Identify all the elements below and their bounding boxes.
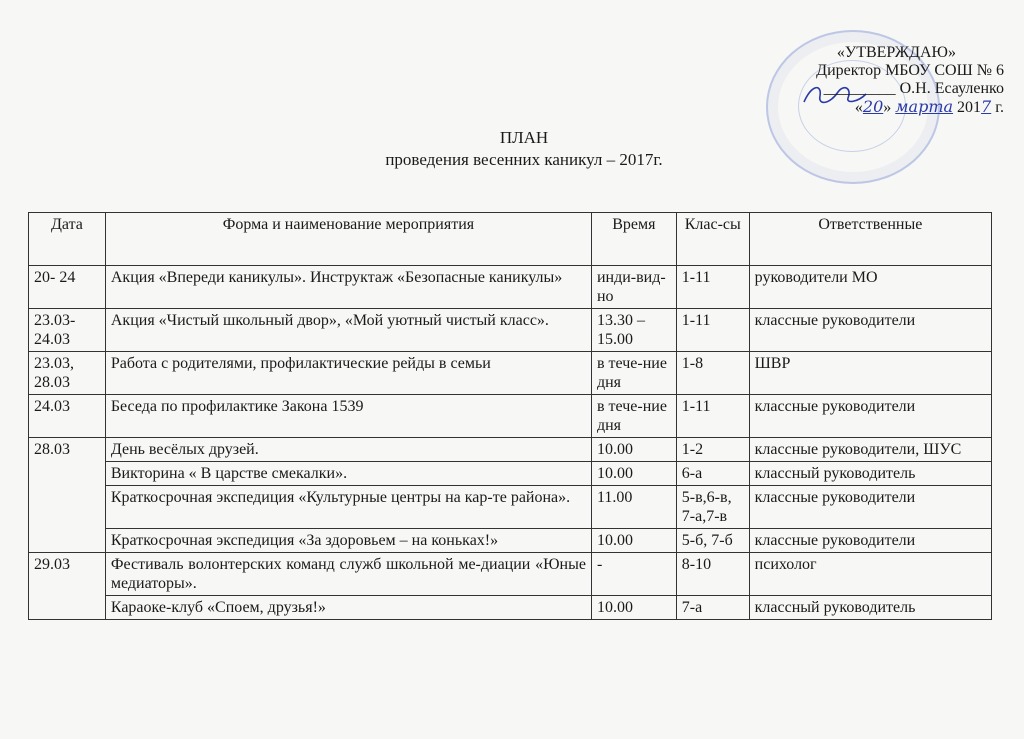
cell-responsible: ШВР [749,352,991,395]
table-row [29,486,992,529]
cell-classes: 1-11 [676,266,749,309]
approval-month: марта [895,97,954,116]
cell-event: Караоке-клуб «Споем, друзья!» [105,596,591,620]
cell-time: 13.30 – 15.00 [591,309,676,352]
cell-date: 24.03 [29,395,106,438]
cell-classes: 1-11 [676,395,749,438]
table-row [29,309,992,352]
table-header-row [29,213,992,266]
cell-event: Краткосрочная экспедиция «Культурные центры на кар-те района». [105,486,591,529]
cell-date: 23.03-24.03 [29,309,106,352]
cell-event: День весёлых друзей. [105,438,591,462]
cell-event: Акция «Впереди каникулы». Инструктаж «Безопасные каникулы» [105,266,591,309]
plan-table [28,212,992,620]
document-title: ПЛАН [499,128,549,147]
cell-time: - [591,553,676,596]
cell-event: Фестиваль волонтерских команд служб школьной ме-диации «Юные медиаторы». [105,553,591,596]
cell-responsible: классный руководитель [749,462,991,486]
table-row [29,395,992,438]
document-subtitle: проведения весенних каникул – 2017г. [385,150,663,169]
cell-event: Краткосрочная экспедиция «За здоровьем – на коньках!» [105,529,591,553]
cell-time: 11.00 [591,486,676,529]
table-row [29,266,992,309]
cell-event: Викторина « В царстве смекалки». [105,462,591,486]
cell-date: 29.03 [29,553,106,620]
cell-responsible: психолог [749,553,991,596]
cell-event: Беседа по профилактике Закона 1539 [105,395,591,438]
table-row [29,438,992,462]
cell-classes: 6-а [676,462,749,486]
cell-classes: 1-8 [676,352,749,395]
cell-classes: 5-б, 7-б [676,529,749,553]
table-row [29,596,992,620]
cell-responsible: классные руководители [749,309,991,352]
approval-day: 20 [862,97,884,116]
approval-signature-line: _________ О.Н. Есауленко [823,80,1004,97]
cell-time: в тече-ние дня [591,395,676,438]
cell-time: 10.00 [591,462,676,486]
cell-classes: 5-в,6-в, 7-а,7-в [676,486,749,529]
cell-time: 10.00 [591,596,676,620]
cell-responsible: руководители МО [749,266,991,309]
cell-time: в тече-ние дня [591,352,676,395]
header-responsible: Ответственные [749,213,991,266]
approval-block [744,44,1004,117]
cell-date: 28.03 [29,438,106,553]
table-row [29,529,992,553]
approval-year-digit: 7 [981,97,992,116]
cell-responsible: классные руководители [749,486,991,529]
approval-position: Директор МБОУ СОШ № 6 [816,62,1004,79]
approval-heading: «УТВЕРЖДАЮ» [836,44,956,61]
cell-classes: 8-10 [676,553,749,596]
cell-time: инди-вид-но [591,266,676,309]
cell-responsible: классные руководители, ШУС [749,438,991,462]
cell-date: 23.03, 28.03 [29,352,106,395]
table-row [29,352,992,395]
cell-event: Акция «Чистый школьный двор», «Мой уютный чистый класс». [105,309,591,352]
cell-classes: 1-2 [676,438,749,462]
cell-date: 20- 24 [29,266,106,309]
cell-time: 10.00 [591,529,676,553]
header-classes: Клас-сы [676,213,749,266]
cell-classes: 7-а [676,596,749,620]
cell-event: Работа с родителями, профилактические рейды в семьи [105,352,591,395]
header-date: Дата [29,213,106,266]
table-row [29,462,992,486]
header-time: Время [591,213,676,266]
cell-responsible: классные руководители [749,529,991,553]
cell-classes: 1-11 [676,309,749,352]
header-event: Форма и наименование мероприятия [105,213,591,266]
cell-responsible: классные руководители [749,395,991,438]
table-row [29,553,992,596]
cell-responsible: классный руководитель [749,596,991,620]
cell-time: 10.00 [591,438,676,462]
approval-date: «20» марта 2017 г. [854,97,1004,116]
approval-name: О.Н. Есауленко [899,80,1004,97]
